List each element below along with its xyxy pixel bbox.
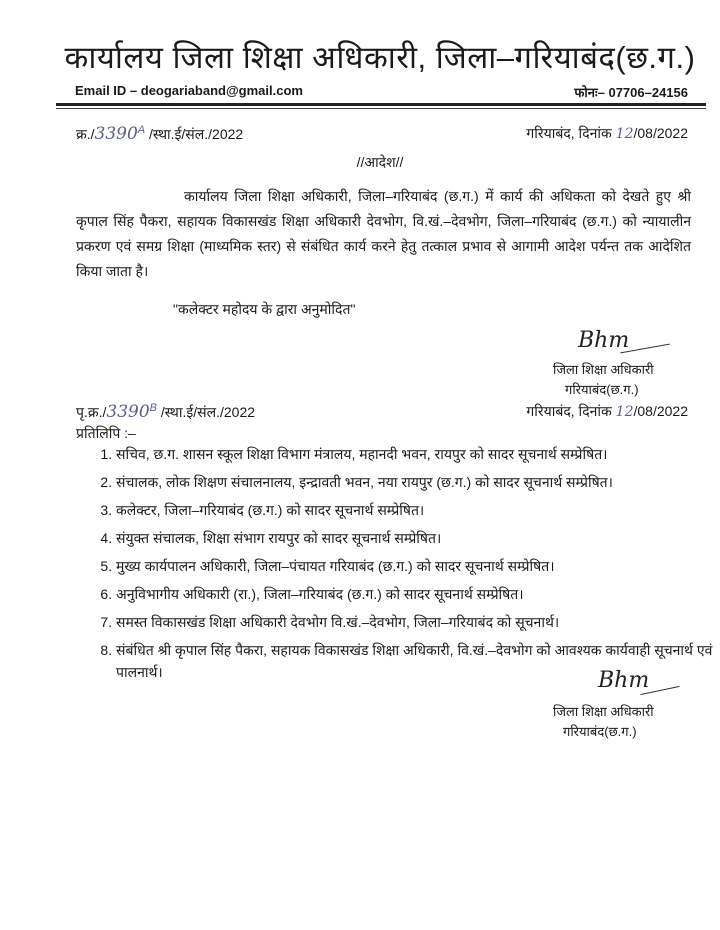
copy-date-rest: /08/2022 [633,403,688,419]
copy-date-prefix: गरियाबंद, दिनांक [526,403,612,419]
signatory-block [553,360,654,400]
order-body: कार्यालय जिला शिक्षा अधिकारी, जिला–गरियाबंद (छ.ग.) में कार्य की अधिकता को देखते हुए श्री कृपाल सिंह पैकरा, सहायक विकासखंड शिक्षा अधिकारी देवभोग, वि.खं.–देवभोग, जिला–गरियाबंद (छ.ग.) को न्यायालीन प्रकरण एवं समग्र शिक्षा (माध्यमिक स्तर) से संबंधित कार्य करने हेतु तत्काल प्रभाव से आगामी आदेश पर्यन्त तक आदेशित किया जाता है। [76,188,691,279]
signatory-place: गरियाबंद(छ.ग.) [565,382,639,397]
order-reference [76,124,243,144]
copy-ref-prefix: पृ.क्र./ [76,404,107,420]
email-id: Email ID – deogariaband@gmail.com [75,83,303,98]
ref-prefix: क्र./ [76,126,95,142]
order-date [526,124,688,143]
ref-number-handwritten: 3390 [94,124,138,144]
list-item: 2. संचालक, लोक शिक्षण संचालनालय, इन्द्रावती भवन, नया रायपुर (छ.ग.) को सादर सूचनार्थ सम्प्रेषित। [116,471,720,493]
signature-mark: Bhm [578,328,630,353]
signatory-designation: जिला शिक्षा अधिकारी [553,362,654,377]
copy-list [76,443,720,689]
order-heading: //आदेश// [356,154,404,170]
list-item: 5. मुख्य कार्यपालन अधिकारी, जिला–पंचायत गरियाबंद (छ.ग.) को सादर सूचनार्थ सम्प्रेषित। [116,555,720,577]
header-rule-thin [56,108,706,109]
list-item: 8. संबंधित श्री कृपाल सिंह पैकरा, सहायक विकासखंड शिक्षा अधिकारी, वि.खं.–देवभोग को आवश्यक कार्यवाही सूचनार्थ एवं पालनार्थ। [116,639,720,683]
office-title: कार्यालय जिला शिक्षा अधिकारी, जिला–गरियाबंद(छ.ग.) [64,40,696,75]
copy-reference [76,402,255,422]
copy-label: प्रतिलिपि :– [76,425,136,441]
date-prefix: गरियाबंद, दिनांक [526,125,612,141]
header-rule [56,103,706,106]
copy-date [526,402,688,421]
list-item: 7. समस्त विकासखंड शिक्षा अधिकारी देवभोग वि.खं.–देवभोग, जिला–गरियाबंद को सूचनार्थ। [116,611,720,633]
signatory-place-2: गरियाबंद(छ.ग.) [563,724,637,739]
list-item: 6. अनुविभागीय अधिकारी (रा.), जिला–गरियाबंद (छ.ग.) को सादर सूचनार्थ सम्प्रेषित। [116,583,720,605]
signature-mark-2: Bhm [598,668,650,693]
phone-number: फोनः– 07706–24156 [574,85,688,100]
copy-ref-number-handwritten: 3390 [106,402,150,422]
list-item: 4. संयुक्त संचालक, शिक्षा संभाग रायपुर को सादर सूचनार्थ सम्प्रेषित। [116,527,720,549]
copy-ref-suffix-mark: B [149,402,157,414]
list-item: 1. सचिव, छ.ग. शासन स्कूल शिक्षा विभाग मंत्रालय, महानदी भवन, रायपुर को सादर सूचनार्थ सम्प्रेषित। [116,443,720,465]
copy-day-handwritten: 12 [615,404,634,420]
copy-ref-rest: /स्था.ई/संल./2022 [160,404,256,420]
date-rest: /08/2022 [633,125,688,141]
signatory-block-2 [553,702,654,742]
list-item: 3. कलेक्टर, जिला–गरियाबंद (छ.ग.) को सादर सूचनार्थ सम्प्रेषित। [116,499,720,521]
day-handwritten: 12 [615,126,634,142]
signatory-designation-2: जिला शिक्षा अधिकारी [553,704,654,719]
approval-note: "कलेक्टर महोदय के द्वारा अनुमोदित" [173,301,356,317]
ref-suffix-mark: A [137,124,146,136]
ref-rest: /स्था.ई/संल./2022 [149,126,244,142]
